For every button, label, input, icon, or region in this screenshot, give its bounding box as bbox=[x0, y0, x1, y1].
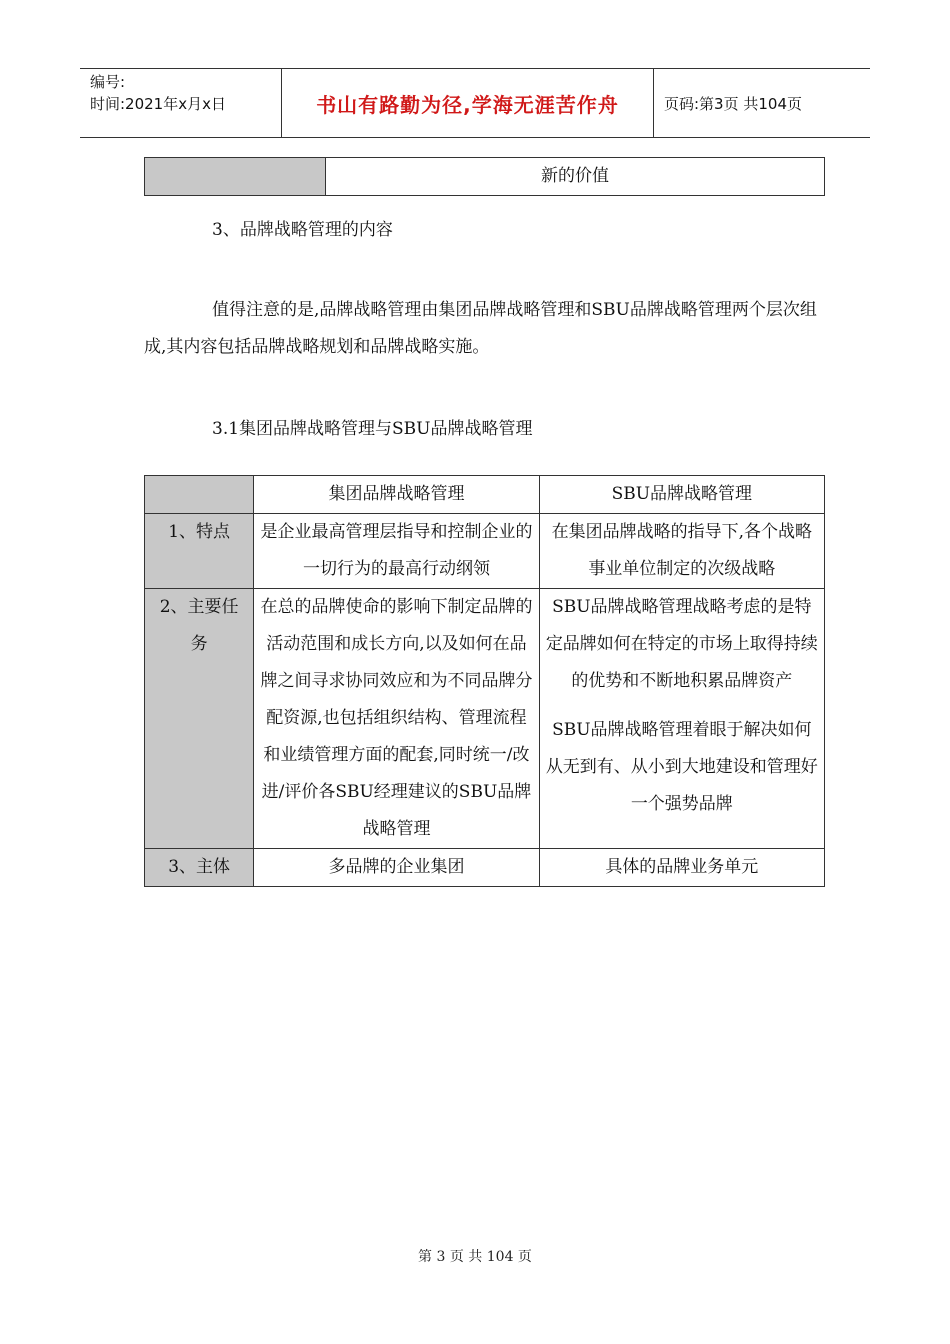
page-header bbox=[80, 68, 870, 138]
row-label: 2、主要任务 bbox=[145, 589, 254, 849]
row-label: 1、特点 bbox=[145, 514, 254, 589]
table-header-sbu: SBU品牌战略管理 bbox=[539, 476, 824, 514]
comparison-table bbox=[144, 475, 825, 887]
cell-group: 多品牌的企业集团 bbox=[254, 849, 539, 887]
section-3-1-heading: 3.1集团品牌战略管理与SBU品牌战略管理 bbox=[212, 419, 533, 439]
table-header-row bbox=[145, 476, 825, 514]
cell-sbu: 具体的品牌业务单元 bbox=[539, 849, 824, 887]
body-paragraph: 值得注意的是,品牌战略管理由集团品牌战略管理和SBU品牌战略管理两个层次组成,其内容包括品牌战略规划和品牌战略实施。 bbox=[144, 300, 817, 357]
cell-sbu-paragraph-1: SBU品牌战略管理战略考虑的是特定品牌如何在特定的市场上取得持续的优势和不断地积累品牌资产 bbox=[545, 597, 818, 691]
table-header-group: 集团品牌战略管理 bbox=[254, 476, 539, 514]
table-row bbox=[145, 589, 825, 849]
document-number-label: 编号: bbox=[90, 73, 126, 91]
cell-sbu-paragraph-2: SBU品牌战略管理着眼于解决如何从无到有、从小到大地建设和管理好一个强势品牌 bbox=[545, 720, 818, 814]
header-meta bbox=[80, 69, 282, 137]
page-footer: 第 3 页 共 104 页 bbox=[418, 1249, 532, 1265]
table-row bbox=[145, 514, 825, 589]
header-motto: 书山有路勤为径,学海无涯苦作舟 bbox=[316, 92, 619, 117]
cell-group: 是企业最高管理层指导和控制企业的一切行为的最高行动纲领 bbox=[254, 514, 539, 589]
header-page-cell bbox=[654, 69, 870, 137]
table-cell-value: 新的价值 bbox=[326, 158, 825, 196]
row-label: 3、主体 bbox=[145, 849, 254, 887]
table-cell-empty bbox=[145, 158, 326, 196]
document-time-label: 时间:2021年x月x日 bbox=[90, 95, 226, 113]
table-header-empty bbox=[145, 476, 254, 514]
section-3-heading: 3、品牌战略管理的内容 bbox=[212, 220, 393, 240]
continued-table bbox=[144, 157, 825, 196]
cell-group: 在总的品牌使命的影响下制定品牌的活动范围和成长方向,以及如何在品牌之间寻求协同效应和为不同品牌分配资源,也包括组织结构、管理流程和业绩管理方面的配套,同时统一/改进/评价各SBU经理建议的SBU品牌战略管理 bbox=[254, 589, 539, 849]
header-motto-cell bbox=[282, 69, 654, 137]
cell-sbu bbox=[539, 589, 824, 849]
table-row bbox=[145, 158, 825, 196]
table-row bbox=[145, 849, 825, 887]
cell-sbu: 在集团品牌战略的指导下,各个战略事业单位制定的次级战略 bbox=[539, 514, 824, 589]
header-page-number: 页码:第3页 共104页 bbox=[664, 94, 802, 113]
